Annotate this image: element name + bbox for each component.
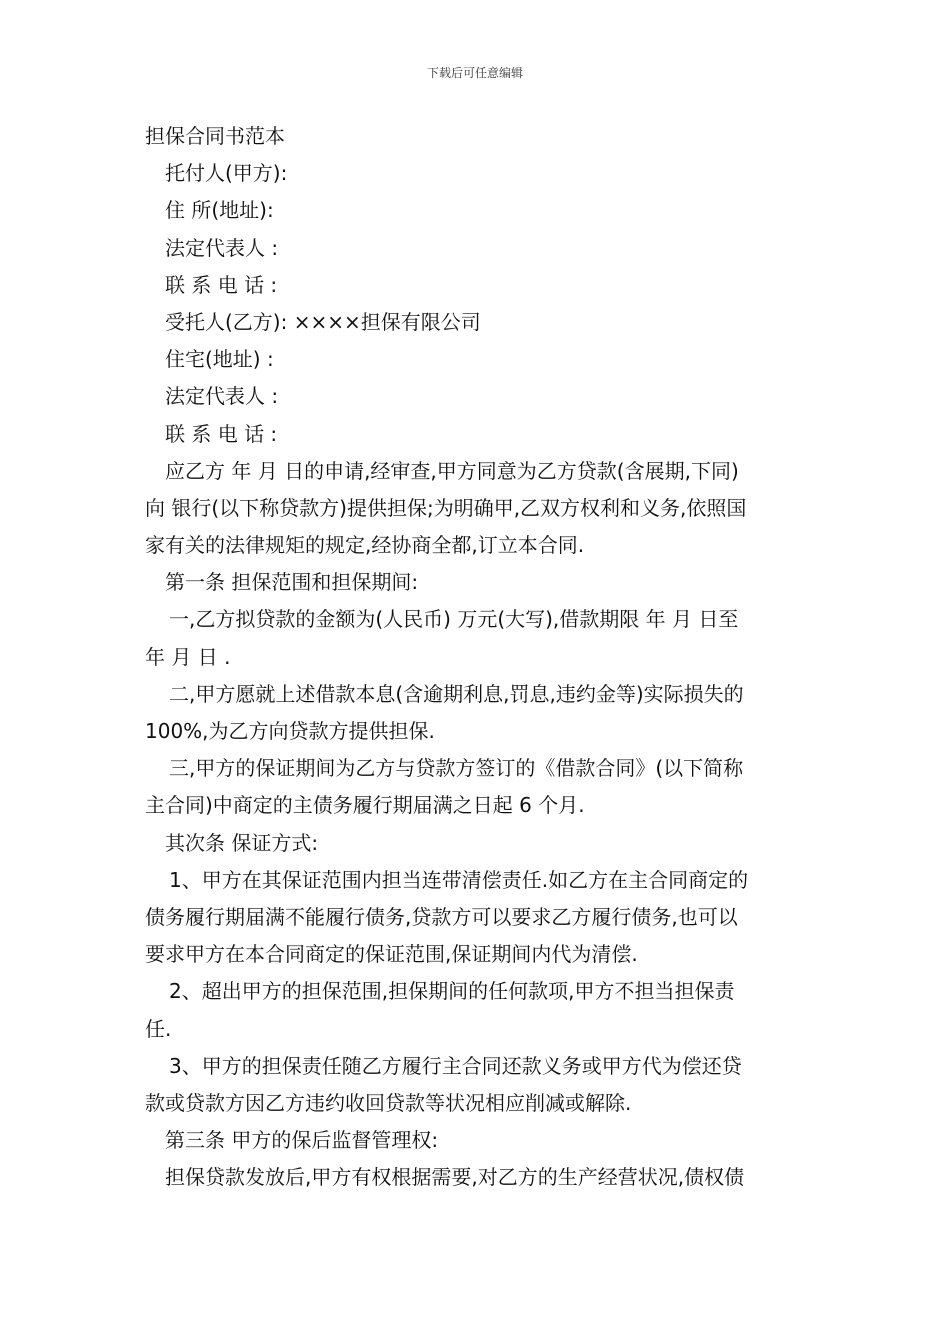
field-agent-phone: 联 系 电 话 : [165,421,278,446]
paragraph-line: 100%,为乙方向贷款方提供担保. [145,719,435,743]
paragraph-line: 向 银行(以下称贷款方)提供担保;为明确甲,乙双方权利和义务,依照国 [145,495,747,520]
paragraph-line: 1、甲方在其保证范围内担当连带清偿责任.如乙方在主合同商定的 [169,867,749,892]
section-heading: 其次条 保证方式: [165,830,319,855]
document-title: 担保合同书范本 [145,124,285,148]
document-body [145,118,810,1196]
paragraph-line: 担保贷款发放后,甲方有权根据需要,对乙方的生产经营状况,债权债 [165,1165,745,1190]
paragraph-line: 3、甲方的担保责任随乙方履行主合同还款义务或甲方代为偿还贷 [169,1053,742,1078]
header-note: 下载后可任意编辑 [426,66,523,80]
paragraph-line: 主合同)中商定的主债务履行期届满之日起 6 个月. [145,793,585,818]
paragraph-line: 应乙方 年 月 日的申请,经审查,甲方同意为乙方贷款(含展期,下同) [165,458,739,483]
field-principal-legal-rep: 法定代表人 : [165,235,279,260]
field-agent-legal-rep: 法定代表人 : [165,384,279,409]
paragraph-line: 年 月 日 . [145,644,231,669]
paragraph-line: 二,甲方愿就上述借款本息(含逾期利息,罚息,违约金等)实际损失的 [169,681,744,706]
paragraph-line: 要求甲方在本合同商定的保证范围,保证期间内代为清偿. [145,942,638,967]
field-principal: 托付人(甲方): [165,161,288,186]
field-principal-phone: 联 系 电 话 : [165,272,278,297]
paragraph-line: 三,甲方的保证期间为乙方与贷款方签订的《借款合同》(以下简称 [169,756,744,781]
paragraph-line: 一,乙方拟贷款的金额为(人民币) 万元(大写),借款期限 年 月 日至 [169,607,739,632]
field-principal-address: 住 所(地址): [165,198,274,223]
paragraph-line: 款或贷款方因乙方违约收回贷款等状况相应削减或解除. [145,1090,632,1115]
field-agent-address: 住宅(地址) : [165,347,274,372]
section-heading: 第三条 甲方的保后监督管理权: [165,1128,439,1153]
field-agent: 受托人(乙方): ××××担保有限公司 [165,309,481,334]
section-heading: 第一条 担保范围和担保期间: [165,570,419,595]
paragraph-line: 任. [145,1016,172,1041]
paragraph-line: 债务履行期届满不能履行债务,贷款方可以要求乙方履行债务,也可以 [145,904,738,929]
paragraph-line: 家有关的法律规矩的规定,经协商全都,订立本合同. [145,533,585,558]
paragraph-line: 2、超出甲方的担保范围,担保期间的任何款项,甲方不担当担保责 [169,979,735,1004]
